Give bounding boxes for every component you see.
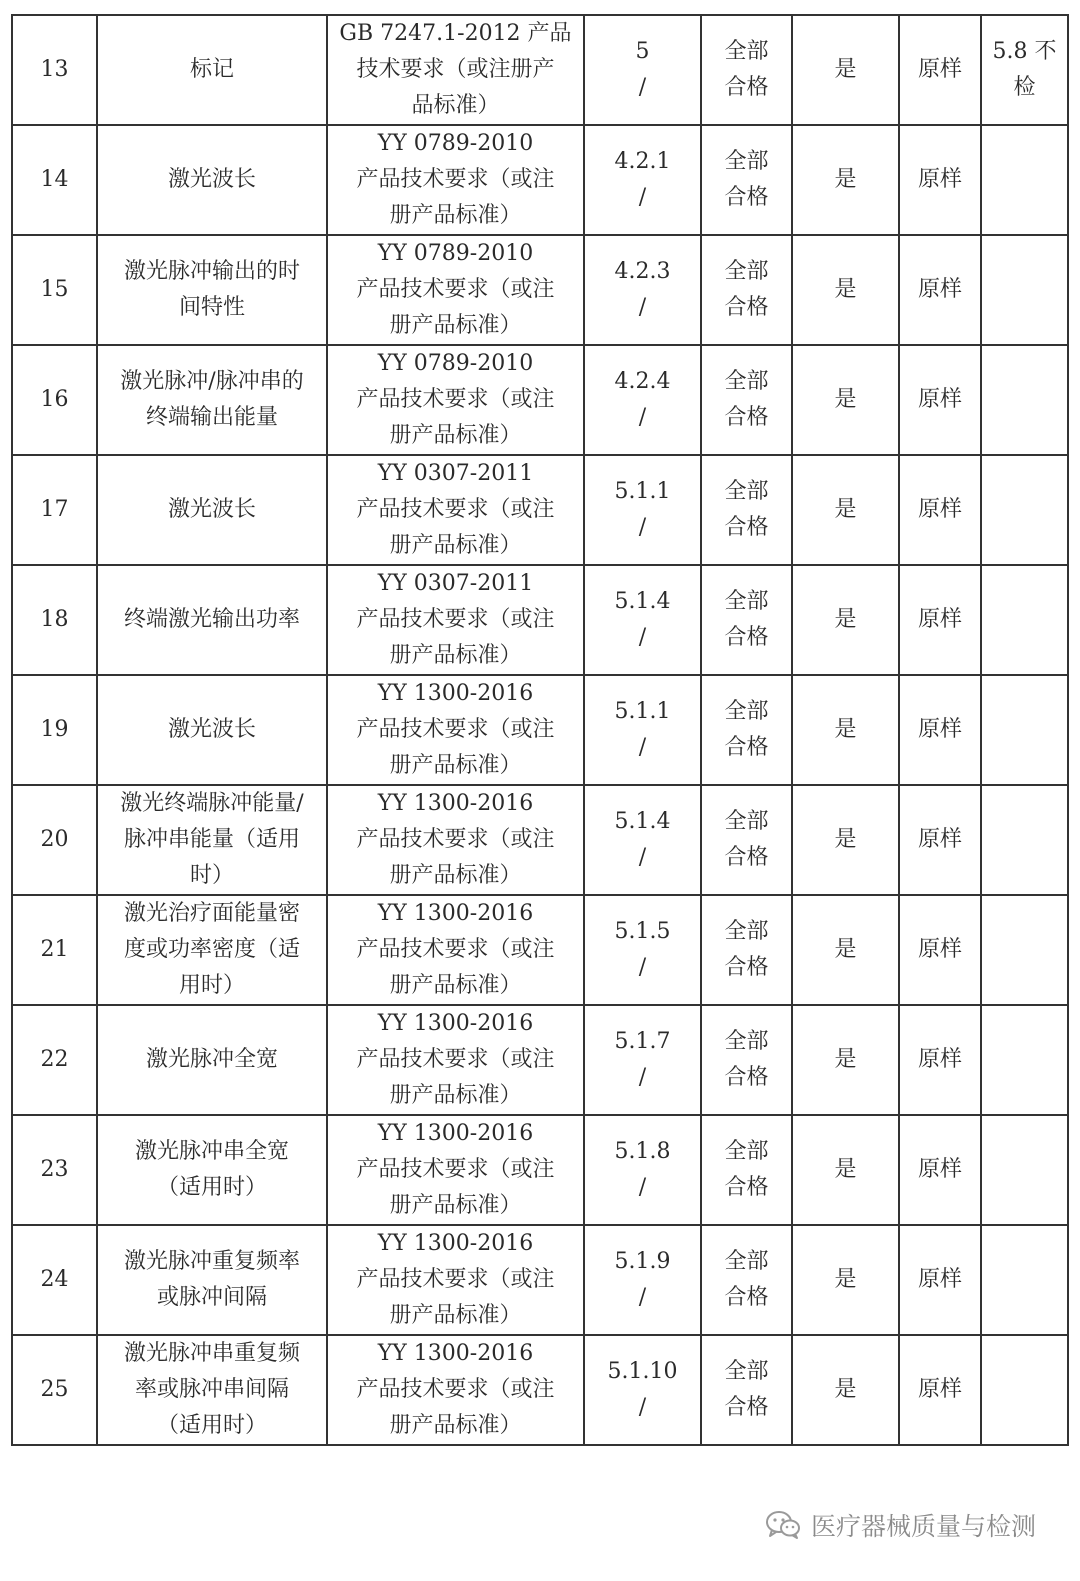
cell-test-item: 激光脉冲串重复频 率或脉冲串间隔 （适用时） (97, 1335, 327, 1445)
cell-result: 全部 合格 (701, 15, 792, 125)
cell-remark: 5.8 不 检 (981, 15, 1068, 125)
cell-sample: 原样 (899, 1225, 981, 1335)
cell-compliant: 是 (792, 125, 899, 235)
cell-number: 22 (12, 1005, 97, 1115)
cell-test-item: 激光脉冲输出的时 间特性 (97, 235, 327, 345)
table-row (12, 895, 1068, 1005)
cell-test-item: 激光终端脉冲能量/ 脉冲串能量（适用 时） (97, 785, 327, 895)
cell-remark (981, 235, 1068, 345)
cell-result: 全部 合格 (701, 565, 792, 675)
cell-number: 17 (12, 455, 97, 565)
cell-standard: YY 0789-2010 产品技术要求（或注 册产品标准） (327, 345, 584, 455)
cell-clause: 5.1.10 / (584, 1335, 701, 1445)
cell-clause: 5.1.8 / (584, 1115, 701, 1225)
cell-test-item: 标记 (97, 15, 327, 125)
cell-sample: 原样 (899, 235, 981, 345)
cell-remark (981, 675, 1068, 785)
cell-test-item: 激光脉冲全宽 (97, 1005, 327, 1115)
table-row (12, 345, 1068, 455)
cell-result: 全部 合格 (701, 1115, 792, 1225)
cell-sample: 原样 (899, 15, 981, 125)
cell-clause: 5.1.5 / (584, 895, 701, 1005)
cell-remark (981, 1005, 1068, 1115)
cell-result: 全部 合格 (701, 125, 792, 235)
cell-result: 全部 合格 (701, 235, 792, 345)
cell-standard: YY 0789-2010 产品技术要求（或注 册产品标准） (327, 235, 584, 345)
cell-number: 19 (12, 675, 97, 785)
cell-remark (981, 565, 1068, 675)
cell-sample: 原样 (899, 1335, 981, 1445)
cell-number: 18 (12, 565, 97, 675)
table-row (12, 675, 1068, 785)
cell-result: 全部 合格 (701, 785, 792, 895)
table-row (12, 235, 1068, 345)
table-row (12, 1115, 1068, 1225)
cell-standard: YY 0307-2011 产品技术要求（或注 册产品标准） (327, 565, 584, 675)
cell-number: 21 (12, 895, 97, 1005)
cell-number: 25 (12, 1335, 97, 1445)
cell-clause: 5 / (584, 15, 701, 125)
inspection-table (11, 14, 1069, 1446)
cell-number: 20 (12, 785, 97, 895)
table-body (12, 15, 1068, 1445)
cell-sample: 原样 (899, 125, 981, 235)
table-row (12, 1335, 1068, 1445)
table-row (12, 455, 1068, 565)
watermark (765, 1505, 1036, 1545)
watermark-text: 医疗器械质量与检测 (810, 1512, 1036, 1541)
cell-number: 13 (12, 15, 97, 125)
cell-compliant: 是 (792, 1115, 899, 1225)
cell-standard: YY 1300-2016 产品技术要求（或注 册产品标准） (327, 895, 584, 1005)
cell-remark (981, 1225, 1068, 1335)
cell-standard: YY 1300-2016 产品技术要求（或注 册产品标准） (327, 1225, 584, 1335)
cell-compliant: 是 (792, 235, 899, 345)
cell-compliant: 是 (792, 15, 899, 125)
cell-standard: YY 1300-2016 产品技术要求（或注 册产品标准） (327, 1115, 584, 1225)
cell-standard: GB 7247.1-2012 产品 技术要求（或注册产 品标准） (327, 15, 584, 125)
cell-remark (981, 895, 1068, 1005)
cell-test-item: 激光波长 (97, 125, 327, 235)
cell-compliant: 是 (792, 345, 899, 455)
cell-clause: 4.2.1 / (584, 125, 701, 235)
cell-compliant: 是 (792, 675, 899, 785)
cell-compliant: 是 (792, 785, 899, 895)
cell-remark (981, 785, 1068, 895)
cell-result: 全部 合格 (701, 1005, 792, 1115)
cell-remark (981, 345, 1068, 455)
cell-test-item: 激光波长 (97, 675, 327, 785)
cell-clause: 5.1.1 / (584, 455, 701, 565)
cell-test-item: 终端激光输出功率 (97, 565, 327, 675)
cell-test-item: 激光波长 (97, 455, 327, 565)
cell-standard: YY 0307-2011 产品技术要求（或注 册产品标准） (327, 455, 584, 565)
cell-remark (981, 125, 1068, 235)
cell-clause: 5.1.4 / (584, 565, 701, 675)
cell-compliant: 是 (792, 895, 899, 1005)
cell-result: 全部 合格 (701, 1335, 792, 1445)
cell-sample: 原样 (899, 345, 981, 455)
cell-clause: 5.1.9 / (584, 1225, 701, 1335)
cell-result: 全部 合格 (701, 895, 792, 1005)
table-row (12, 15, 1068, 125)
cell-standard: YY 1300-2016 产品技术要求（或注 册产品标准） (327, 785, 584, 895)
cell-remark (981, 1335, 1068, 1445)
cell-result: 全部 合格 (701, 1225, 792, 1335)
cell-sample: 原样 (899, 1115, 981, 1225)
cell-standard: YY 0789-2010 产品技术要求（或注 册产品标准） (327, 125, 584, 235)
cell-number: 23 (12, 1115, 97, 1225)
cell-standard: YY 1300-2016 产品技术要求（或注 册产品标准） (327, 1005, 584, 1115)
cell-result: 全部 合格 (701, 345, 792, 455)
cell-sample: 原样 (899, 455, 981, 565)
cell-number: 16 (12, 345, 97, 455)
table-row (12, 1225, 1068, 1335)
cell-clause: 5.1.4 / (584, 785, 701, 895)
cell-test-item: 激光脉冲重复频率 或脉冲间隔 (97, 1225, 327, 1335)
cell-sample: 原样 (899, 785, 981, 895)
table-row (12, 565, 1068, 675)
cell-compliant: 是 (792, 565, 899, 675)
cell-result: 全部 合格 (701, 675, 792, 785)
cell-standard: YY 1300-2016 产品技术要求（或注 册产品标准） (327, 1335, 584, 1445)
table-row (12, 125, 1068, 235)
cell-clause: 4.2.3 / (584, 235, 701, 345)
cell-clause: 5.1.1 / (584, 675, 701, 785)
cell-result: 全部 合格 (701, 455, 792, 565)
cell-number: 24 (12, 1225, 97, 1335)
table-row (12, 785, 1068, 895)
cell-test-item: 激光脉冲串全宽 （适用时） (97, 1115, 327, 1225)
cell-test-item: 激光脉冲/脉冲串的 终端输出能量 (97, 345, 327, 455)
cell-sample: 原样 (899, 675, 981, 785)
cell-sample: 原样 (899, 565, 981, 675)
cell-sample: 原样 (899, 895, 981, 1005)
table-row (12, 1005, 1068, 1115)
cell-remark (981, 455, 1068, 565)
cell-compliant: 是 (792, 1335, 899, 1445)
cell-remark (981, 1115, 1068, 1225)
cell-number: 15 (12, 235, 97, 345)
cell-standard: YY 1300-2016 产品技术要求（或注 册产品标准） (327, 675, 584, 785)
cell-number: 14 (12, 125, 97, 235)
cell-compliant: 是 (792, 1225, 899, 1335)
wechat-icon (765, 1510, 801, 1540)
cell-compliant: 是 (792, 1005, 899, 1115)
cell-clause: 4.2.4 / (584, 345, 701, 455)
cell-compliant: 是 (792, 455, 899, 565)
cell-clause: 5.1.7 / (584, 1005, 701, 1115)
cell-test-item: 激光治疗面能量密 度或功率密度（适 用时） (97, 895, 327, 1005)
cell-sample: 原样 (899, 1005, 981, 1115)
